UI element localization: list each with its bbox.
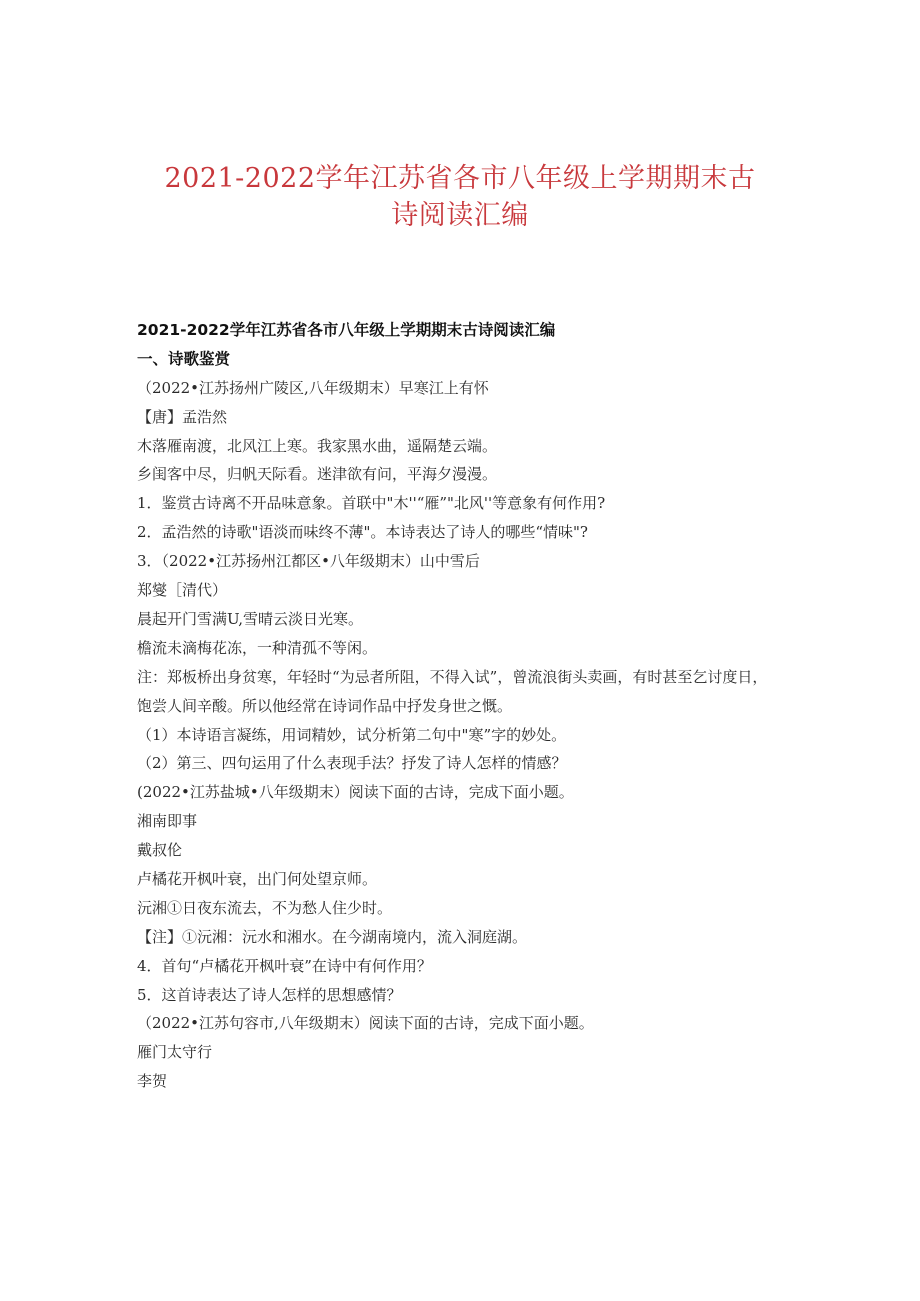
poet-line-li-he: 李贺 [137, 1072, 168, 1091]
section-heading-poetry-appreciation: 一、诗歌鉴赏 [137, 349, 231, 368]
poet-line-dai-shulun: 戴叔伦 [137, 841, 183, 860]
poem-line: 乡闺客中尽，归帆天际看。迷津欲有问，平海夕漫漫。 [137, 465, 498, 484]
poem-line: 檐流未滴梅花冻，一种清孤不等闲。 [137, 638, 378, 657]
source-line-yancheng: (2022•江苏盐城•八年级期末）阅读下面的古诗，完成下面小题。 [137, 783, 574, 802]
question-2: 2．孟浩然的诗歌"语淡而味终不薄"。本诗表达了诗人的哪些“情味"? [137, 523, 588, 542]
sub-question-1: （1）本诗语言凝练，用词精妙，试分析第二句中"寒”字的妙处。 [137, 725, 567, 744]
poet-line-zheng-xie: 郑燮［清代） [137, 581, 228, 600]
poem-line: 沅湘①日夜东流去，不为愁人住少时。 [137, 898, 393, 917]
question-4: 4．首句“卢橘花开枫叶衰”在诗中有何作用？ [137, 956, 432, 975]
question-3-source: 3．（2022•江苏扬州江都区•八年级期末）山中雪后 [137, 552, 480, 571]
annotation-note: 【注】①沅湘：沅水和湘水。在今湖南境内，流入洞庭湖。 [137, 927, 528, 946]
poem-title-yanmen: 雁门太守行 [137, 1043, 213, 1062]
poet-line-meng-haoran: 【唐】孟浩然 [137, 407, 228, 426]
page-title [150, 160, 770, 234]
poem-line: 卢橘花开枫叶衰，出门何处望京师。 [137, 869, 378, 888]
question-1: 1．鉴赏古诗离不开品味意象。首联中"木''“雁”"北风''等意象有何作用? [137, 494, 606, 513]
document-body [137, 316, 777, 1096]
poem-line: 木落雁南渡，北风江上寒。我家黑水曲，遥隔楚云端。 [137, 436, 498, 455]
source-line-jurong: （2022•江苏句容市,八年级期末）阅读下面的古诗，完成下面小题。 [137, 1014, 594, 1033]
poem-title-xiangnan: 湘南即事 [137, 812, 198, 831]
document-heading: 2021-2022学年江苏省各市八年级上学期期末古诗阅读汇编 [137, 321, 556, 339]
poem-line: 晨起开门雪满U,雪晴云淡日光寒。 [137, 609, 364, 628]
source-line-guangling: （2022•江苏扬州广陵区,八年级期末）早寒江上有怀 [137, 378, 489, 397]
sub-question-2: （2）第三、四句运用了什么表现手法？抒发了诗人怎样的情感？ [137, 754, 567, 773]
question-5: 5．这首诗表达了诗人怎样的思想感情？ [137, 985, 402, 1004]
annotation-note: 注：郑板桥出身贫寒，年轻时“为忌者所阻，不得入试”，曾流浪街头卖画，有时甚至乞讨度日，饱尝人间辛酸。所以他经常在诗词作品中抒发身世之慨。 [137, 667, 768, 715]
page-title-line-1: 2021-2022学年江苏省各市八年级上学期期末古 [164, 163, 756, 194]
page-title-line-2: 诗阅读汇编 [391, 200, 529, 231]
